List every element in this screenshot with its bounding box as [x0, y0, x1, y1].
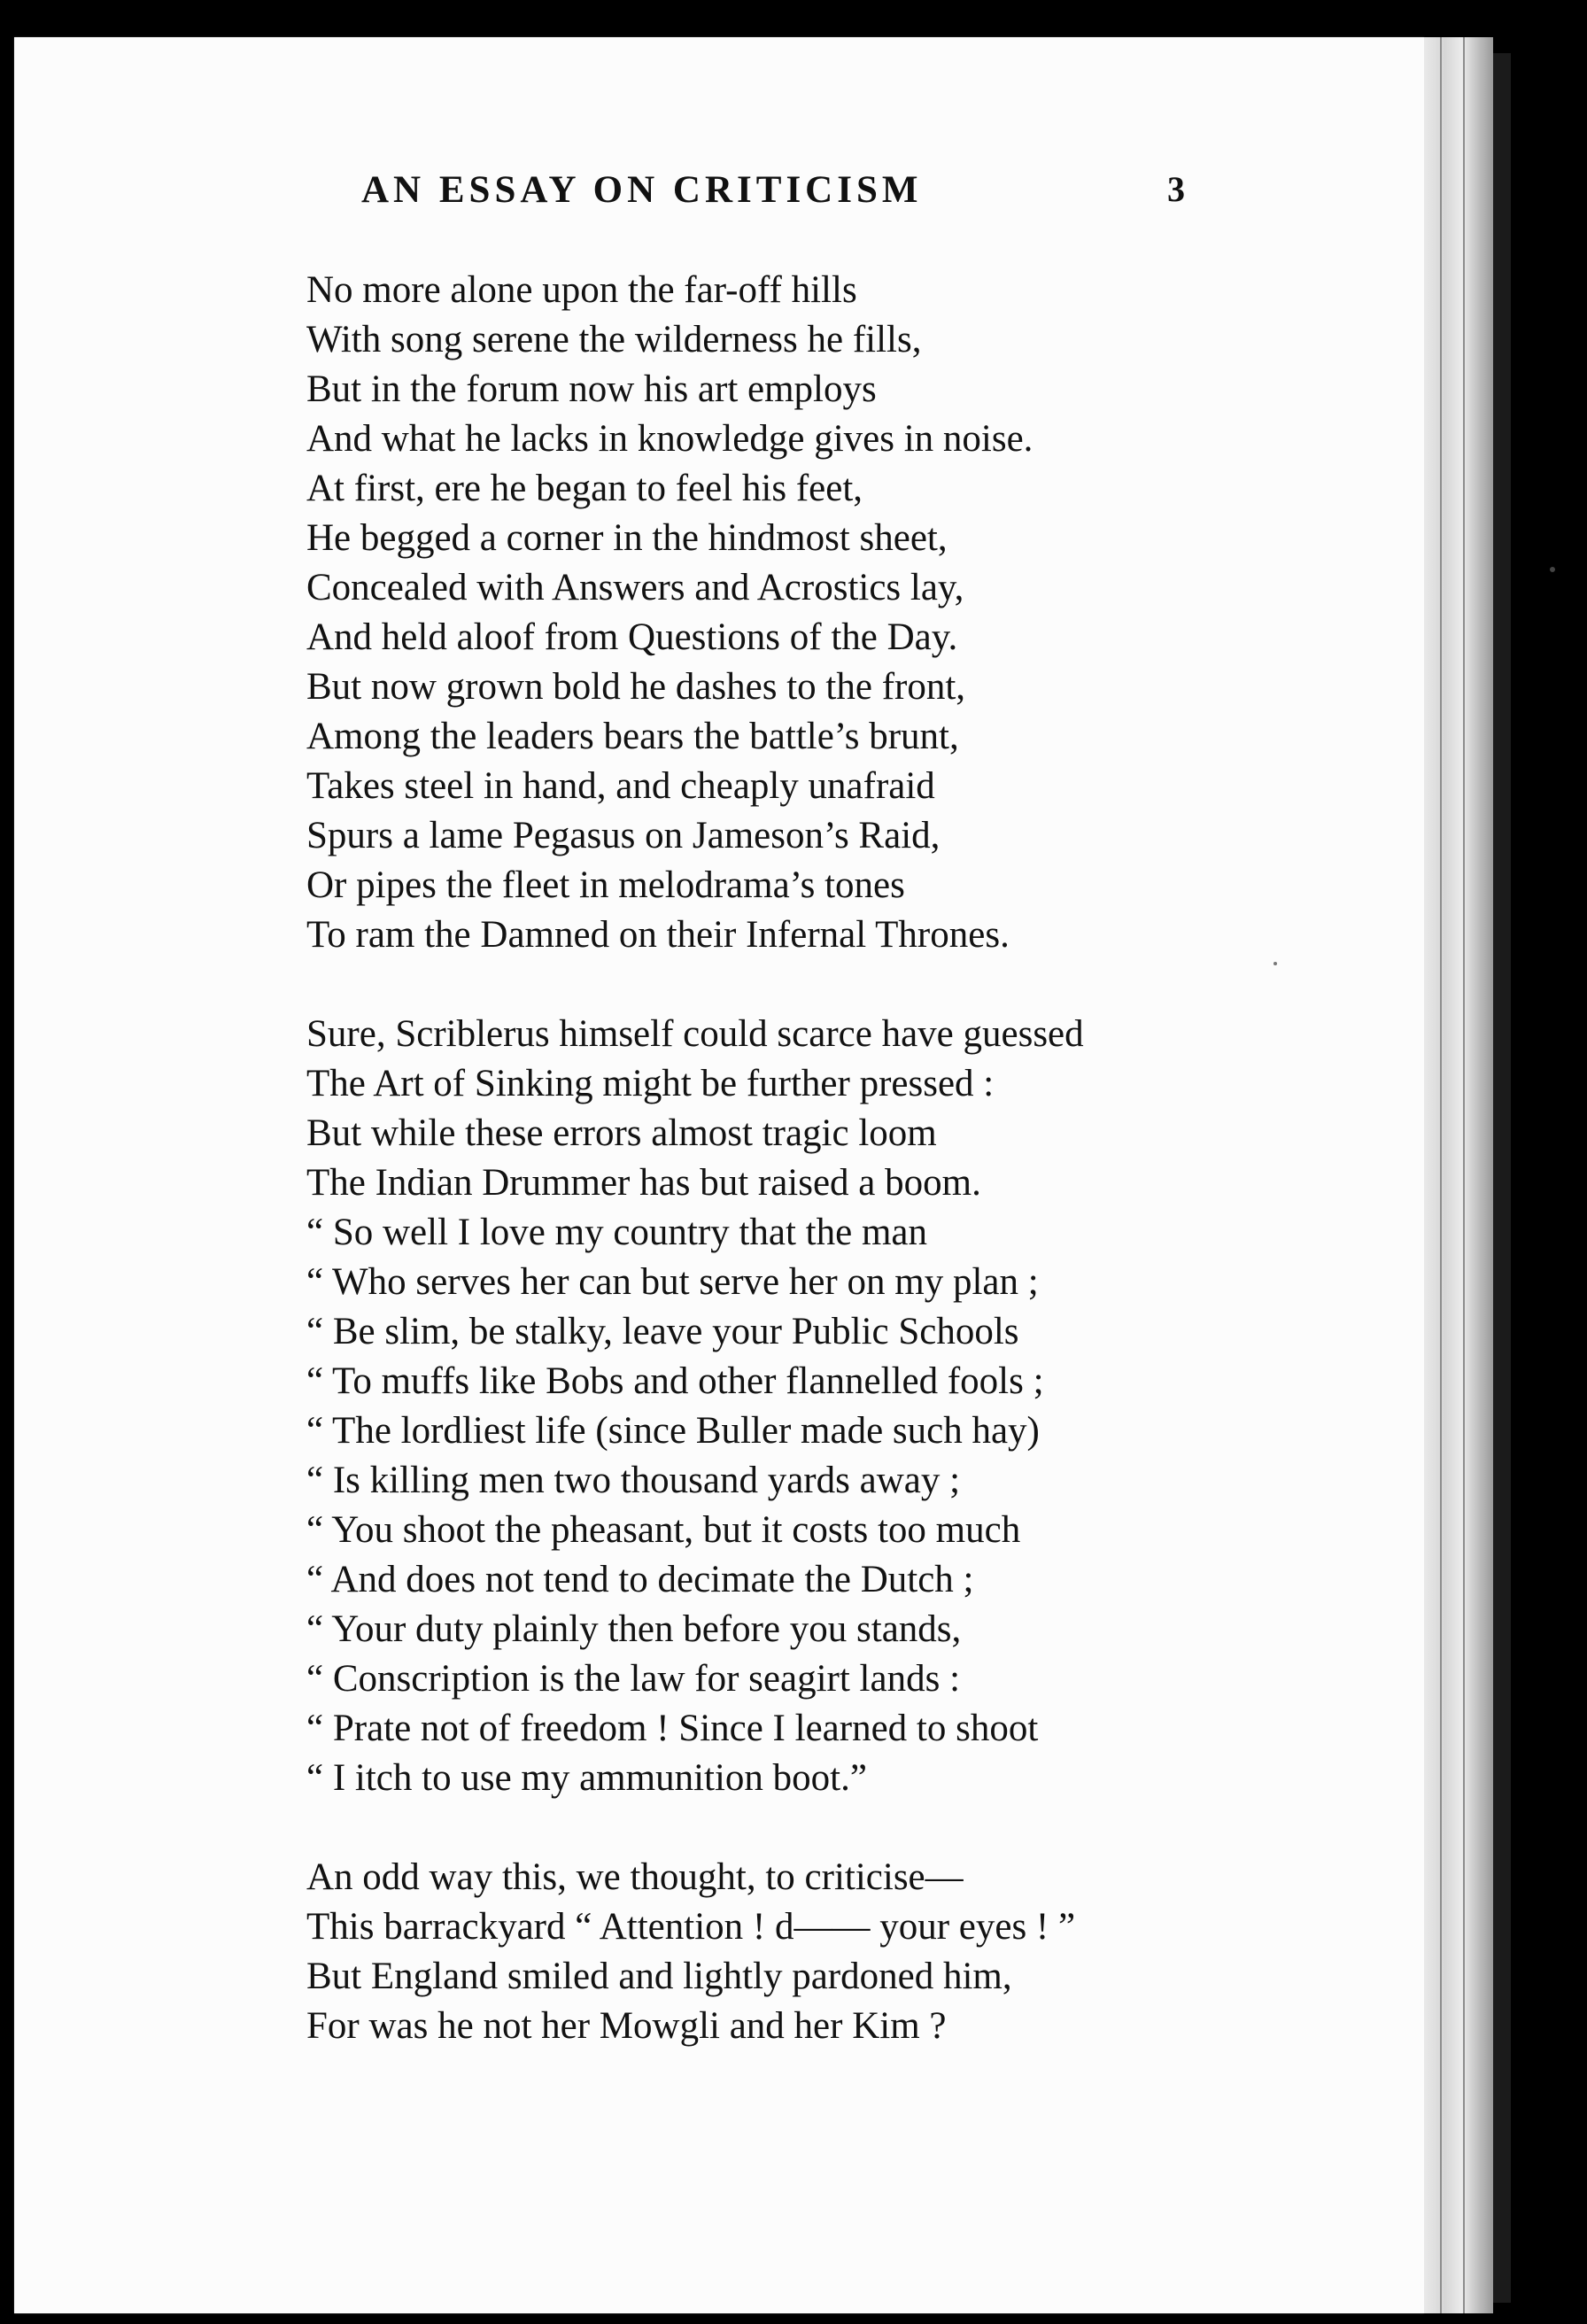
poem-line: The Indian Drummer has but raised a boom.	[306, 1162, 981, 1204]
running-title: AN ESSAY ON CRITICISM	[361, 169, 923, 211]
poem-line: With song serene the wilderness he fills,	[306, 319, 922, 360]
poem-line: But while these errors almost tragic loom	[306, 1112, 937, 1154]
poem-line: “ Conscription is the law for seagirt lands :	[306, 1658, 961, 1700]
poem-line: But in the forum now his art employs	[306, 368, 877, 410]
poem-line: But England smiled and lightly pardoned him,	[306, 1956, 1012, 1997]
book-spine-shadow	[1493, 53, 1511, 2303]
poem-line: Among the leaders bears the battle’s brunt,	[306, 716, 959, 757]
page-edge-stack	[1424, 37, 1493, 2313]
poem-line: Takes steel in hand, and cheaply unafraid	[306, 765, 935, 807]
poem-line: An odd way this, we thought, to criticise—	[306, 1856, 964, 1898]
stanza-2	[306, 1010, 1236, 1803]
poem-line: “ So well I love my country that the man	[306, 1212, 927, 1253]
scan-speck	[1550, 567, 1555, 572]
poem-line: “ Prate not of freedom ! Since I learned to shoot	[306, 1708, 1039, 1749]
poem-line: This barrackyard “ Attention ! d—— your eyes ! ”	[306, 1906, 1076, 1948]
scan-speck	[1273, 962, 1277, 965]
book-page	[14, 37, 1424, 2313]
poem-line: Concealed with Answers and Acrostics lay,	[306, 567, 964, 608]
poem-line: To ram the Damned on their Infernal Thrones.	[306, 914, 1010, 956]
poem-line: Spurs a lame Pegasus on Jameson’s Raid,	[306, 815, 941, 856]
poem-line: “ Your duty plainly then before you stands,	[306, 1608, 962, 1650]
poem-line: “ Who serves her can but serve her on my plan ;	[306, 1261, 1039, 1303]
poem-line: “ Be slim, be stalky, leave your Public Schools	[306, 1311, 1019, 1352]
poem-line: And what he lacks in knowledge gives in noise.	[306, 418, 1033, 460]
stanza-3	[306, 1853, 1236, 2051]
poem-line: Or pipes the fleet in melodrama’s tones	[306, 864, 905, 906]
poem-line: “ The lordliest life (since Buller made such hay)	[306, 1410, 1040, 1452]
poem-line: “ You shoot the pheasant, but it costs too much	[306, 1509, 1021, 1551]
poem-line: At first, ere he began to feel his feet,	[306, 468, 863, 509]
poem-line: For was he not her Mowgli and her Kim ?	[306, 2005, 947, 2047]
poem-line: “ To muffs like Bobs and other flannelled fools ;	[306, 1360, 1044, 1402]
poem-line: “ And does not tend to decimate the Dutch ;	[306, 1559, 974, 1600]
poem-line: And held aloof from Questions of the Day.	[306, 616, 958, 658]
poem-line: “ Is killing men two thousand yards away ;	[306, 1460, 961, 1501]
poem-line: He begged a corner in the hindmost sheet,	[306, 517, 948, 559]
poem-line: Sure, Scriblerus himself could scarce have guessed	[306, 1013, 1084, 1055]
page-number: 3	[1167, 169, 1185, 209]
poem-line: No more alone upon the far-off hills	[306, 269, 857, 311]
poem-line: The Art of Sinking might be further pressed :	[306, 1063, 995, 1104]
poem-line: “ I itch to use my ammunition boot.”	[306, 1757, 867, 1799]
poem-body	[306, 266, 1236, 2051]
stanza-1	[306, 266, 1236, 960]
poem-line: But now grown bold he dashes to the front,	[306, 666, 966, 708]
